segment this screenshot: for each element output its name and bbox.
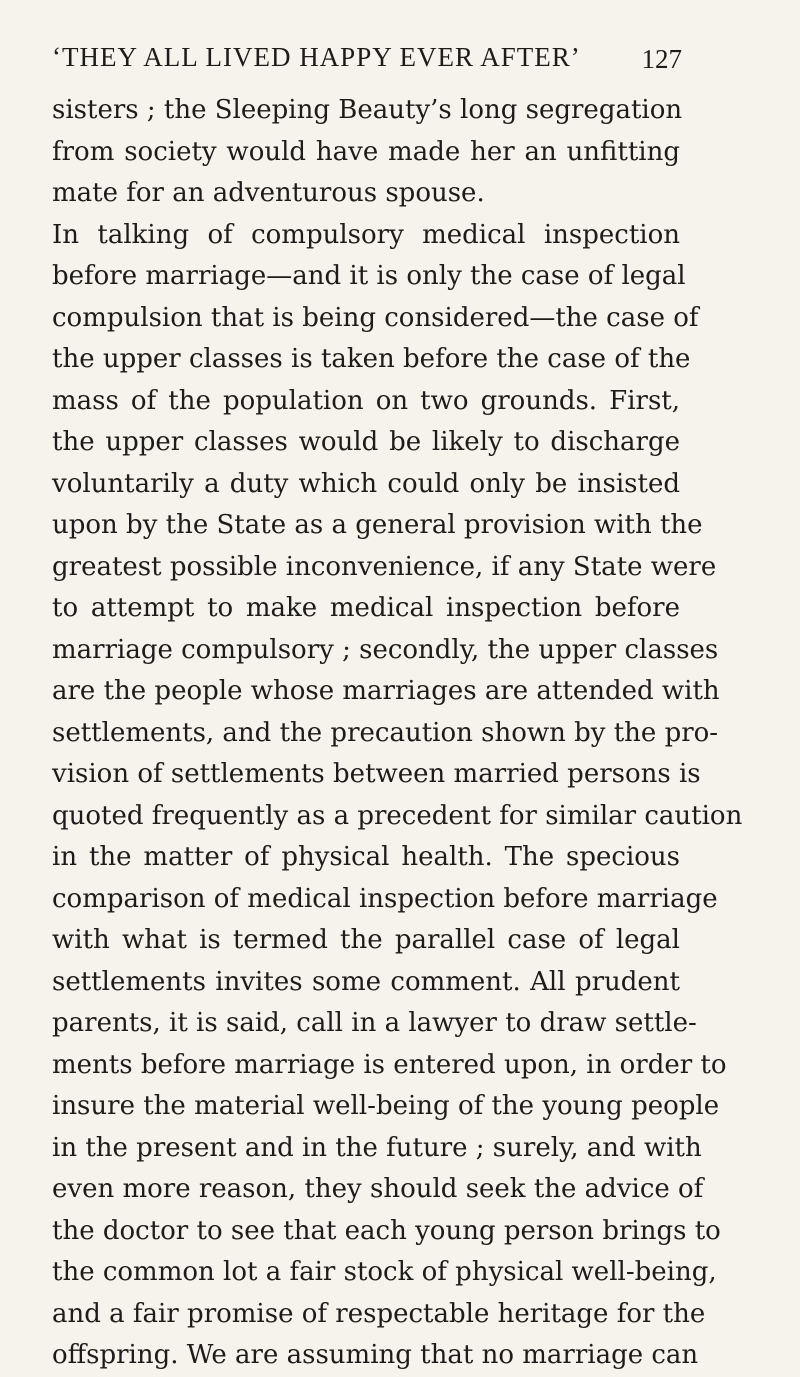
text-line: ments before marriage is entered upon, in order to — [52, 1049, 727, 1080]
text-line: settlements invites some comment. All prudent — [52, 966, 680, 997]
text-line: sisters ; the Sleeping Beauty’s long segregation — [52, 95, 683, 125]
text-line: before marriage—and it is only the case of legal — [52, 261, 686, 291]
running-head — [52, 42, 680, 82]
text-line: comparison of medical inspection before marriage — [52, 883, 718, 914]
text-line: with what is termed the parallel case of legal — [52, 925, 680, 955]
text-line: greatest possible inconvenience, if any State were — [52, 551, 717, 582]
text-line: even more reason, they should seek the advice of — [52, 1174, 704, 1204]
text-line: the upper classes would be likely to discharge — [52, 427, 680, 457]
text-line: in the matter of physical health. The specious — [52, 842, 680, 872]
text-line: from society would have made her an unfitting — [52, 136, 680, 167]
text-line: insure the material well-being of the young people — [52, 1091, 720, 1121]
text-line: mate for an adventurous spouse. — [52, 178, 485, 208]
text-line: upon by the State as a general provision with the — [52, 510, 703, 540]
text-line: In talking of compulsory medical inspection — [52, 219, 680, 250]
text-line: the upper classes is taken before the case of the — [52, 344, 691, 374]
text-line: are the people whose marriages are attended with — [52, 676, 720, 706]
running-title: ‘THEY ALL LIVED HAPPY EVER AFTER’ — [52, 42, 581, 72]
text-line: marriage compulsory ; secondly, the upper classes — [52, 634, 719, 665]
text-line: the common lot a fair stock of physical well-being, — [52, 1257, 717, 1287]
text-line: and a fair promise of respectable heritage for the — [52, 1298, 706, 1329]
text-line: compulsion that is being considered—the case of — [52, 302, 699, 333]
text-line: settlements, and the precaution shown by the pro- — [52, 717, 719, 748]
text-line: parents, it is said, call in a lawyer to draw settle- — [52, 1008, 697, 1038]
text-line: in the present and in the future ; surely, and with — [52, 1132, 702, 1163]
text-line: offspring. We are assuming that no marriage can — [52, 1340, 699, 1370]
text-line: voluntarily a duty which could only be insisted — [52, 468, 680, 499]
page-number: 127 — [641, 44, 682, 74]
body-text — [52, 90, 743, 1377]
text-line: the doctor to see that each young person brings to — [52, 1215, 721, 1246]
text-line: quoted frequently as a precedent for similar caution — [52, 800, 743, 831]
text-line: mass of the population on two grounds. First, — [52, 385, 680, 416]
text-line: vision of settlements between married persons is — [52, 759, 701, 789]
text-line: to attempt to make medical inspection before — [52, 593, 680, 623]
